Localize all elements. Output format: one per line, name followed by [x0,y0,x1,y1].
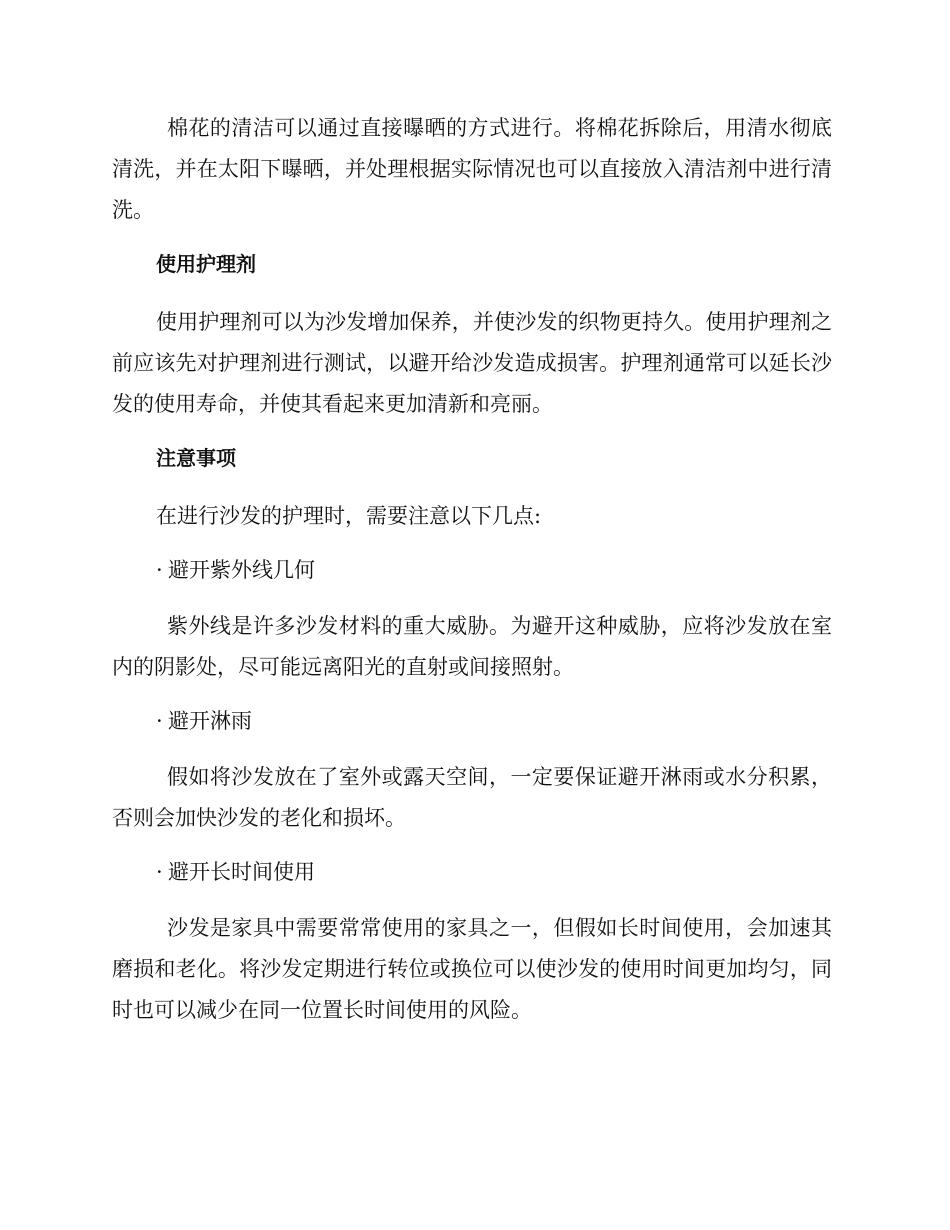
paragraph-rain: 假如将沙发放在了室外或露天空间，一定要保证避开淋雨或水分积累，否则会加快沙发的老化和损坏。 [112,765,832,830]
bullet-dot-icon: · [156,860,163,884]
bullet-dot-icon: · [156,709,163,733]
heading-use-care-agent: 使用护理剂 [156,252,256,276]
paragraph-precautions-intro: 在进行沙发的护理时，需要注意以下几点: [156,504,542,528]
paragraph-cotton-cleaning: 棉花的清洁可以通过直接曝晒的方式进行。将棉花拆除后，用清水彻底清洗，并在太阳下曝晒，并处理根据实际情况也可以直接放入清洁剂中进行清洗。 [112,116,832,222]
heading-precautions: 注意事项 [156,446,236,470]
paragraph-long-use: 沙发是家具中需要常常使用的家具之一，但假如长时间使用，会加速其磨损和老化。将沙发定期进行转位或换位可以使沙发的使用时间更加均匀，同时也可以减少在同一位置长时间使用的风险。 [112,916,832,1022]
bullet-dot-icon: · [156,558,163,582]
bullet-label: 避开长时间使用 [168,860,315,884]
bullet-label: 避开淋雨 [168,709,252,733]
document-page [112,108,832,1048]
bullet-avoid-long-use [112,856,832,888]
paragraph-uv: 紫外线是许多沙发材料的重大威胁。为避开这种威胁，应将沙发放在室内的阴影处，尽可能远离阳光的直射或间接照射。 [112,614,832,679]
bullet-avoid-rain [112,705,832,737]
bullet-avoid-uv [112,554,832,586]
paragraph-care-agent: 使用护理剂可以为沙发增加保养，并使沙发的织物更持久。使用护理剂之前应该先对护理剂进行测试，以避开给沙发造成损害。护理剂通常可以延长沙发的使用寿命，并使其看起来更加清新和亮丽。 [112,310,832,416]
bullet-label: 避开紫外线几何 [168,558,315,582]
